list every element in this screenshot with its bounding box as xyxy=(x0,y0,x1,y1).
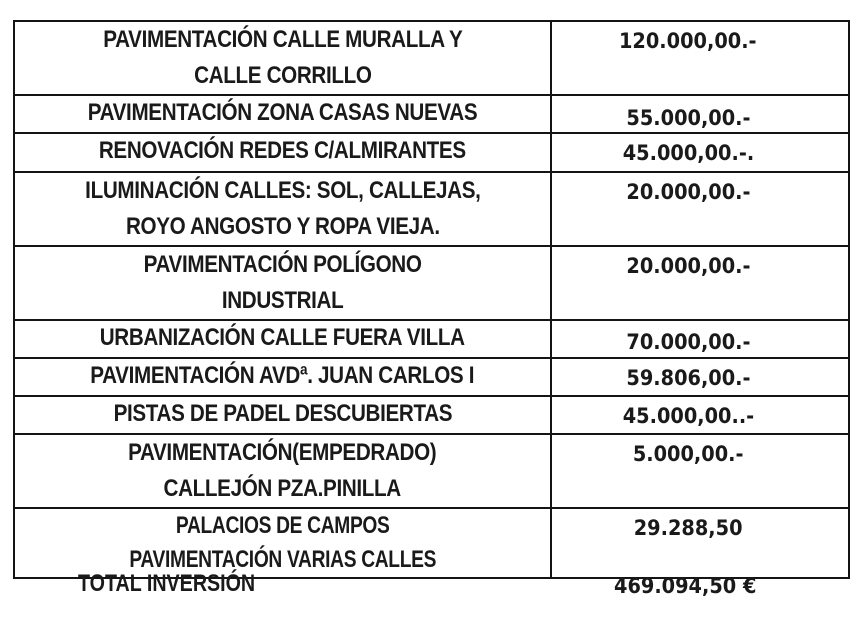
amount-cell xyxy=(551,133,849,172)
concept-cell xyxy=(14,396,551,434)
concept-line: INDUSTRIAL xyxy=(221,287,344,314)
table-row xyxy=(14,133,849,172)
amount-cell xyxy=(551,434,849,508)
amount-cell xyxy=(551,95,849,133)
concept-cell xyxy=(14,172,551,246)
amount-value: 70.000,00.- xyxy=(625,330,751,354)
amount-value: 120.000,00.- xyxy=(619,29,757,53)
amount-value: 20.000,00.- xyxy=(625,254,751,278)
table-row xyxy=(14,172,849,246)
concept-line: PAVIMENTACIÓN CALLE MURALLA Y xyxy=(102,26,463,53)
concept-line: RENOVACIÓN REDES C/ALMIRANTES xyxy=(99,137,466,164)
total-label: TOTAL INVERSIÓN xyxy=(78,570,256,597)
table-row xyxy=(14,396,849,434)
concept-line: URBANIZACIÓN CALLE FUERA VILLA xyxy=(99,324,465,351)
concept-line: PAVIMENTACIÓN AVDª. JUAN CARLOS I xyxy=(90,362,475,389)
concept-line: PAVIMENTACIÓN(EMPEDRADO) xyxy=(128,439,437,466)
amount-cell xyxy=(551,172,849,246)
table-row xyxy=(14,21,849,95)
amount-value: 29.288,50 xyxy=(633,516,743,540)
table-row xyxy=(14,95,849,133)
concept-line: PAVIMENTACIÓN ZONA CASAS NUEVAS xyxy=(87,99,478,126)
amount-value: 55.000,00.- xyxy=(625,106,751,130)
concept-line: PISTAS DE PADEL DESCUBIERTAS xyxy=(113,400,452,427)
amount-value: 59.806,00.- xyxy=(625,366,751,390)
amount-value: 45.000,00.-. xyxy=(622,141,754,165)
amount-value: 20.000,00.- xyxy=(625,180,751,204)
concept-cell xyxy=(14,434,551,508)
concept-line: ILUMINACIÓN CALLES: SOL, CALLEJAS, xyxy=(84,177,481,204)
concept-cell xyxy=(14,21,551,95)
concept-line: PAVIMENTACIÓN POLÍGONO xyxy=(143,251,422,278)
amount-cell xyxy=(551,246,849,320)
amount-cell xyxy=(551,396,849,434)
total-value: 469.094,50 € xyxy=(614,574,757,598)
concept-cell xyxy=(14,246,551,320)
amount-value: 45.000,00..- xyxy=(622,404,754,428)
concept-cell xyxy=(14,95,551,133)
table-row xyxy=(14,246,849,320)
concept-line: CALLEJÓN PZA.PINILLA xyxy=(163,475,402,502)
table-row xyxy=(14,320,849,358)
amount-cell xyxy=(551,21,849,95)
concept-line: ROYO ANGOSTO Y ROPA VIEJA. xyxy=(125,213,440,240)
table-row xyxy=(14,434,849,508)
concept-line: PALACIOS DE CAMPOS xyxy=(175,512,390,539)
amount-cell xyxy=(551,320,849,358)
concept-line: CALLE CORRILLO xyxy=(193,62,372,89)
table-row xyxy=(14,358,849,396)
concept-line: PAVIMENTACIÓN VARIAS CALLES xyxy=(129,546,436,573)
concept-cell xyxy=(14,133,551,172)
amount-cell xyxy=(551,358,849,396)
concept-cell xyxy=(14,358,551,396)
amount-value: 5.000,00.- xyxy=(632,442,744,466)
total-row xyxy=(0,566,854,602)
investment-table xyxy=(13,20,850,579)
concept-cell xyxy=(14,320,551,358)
